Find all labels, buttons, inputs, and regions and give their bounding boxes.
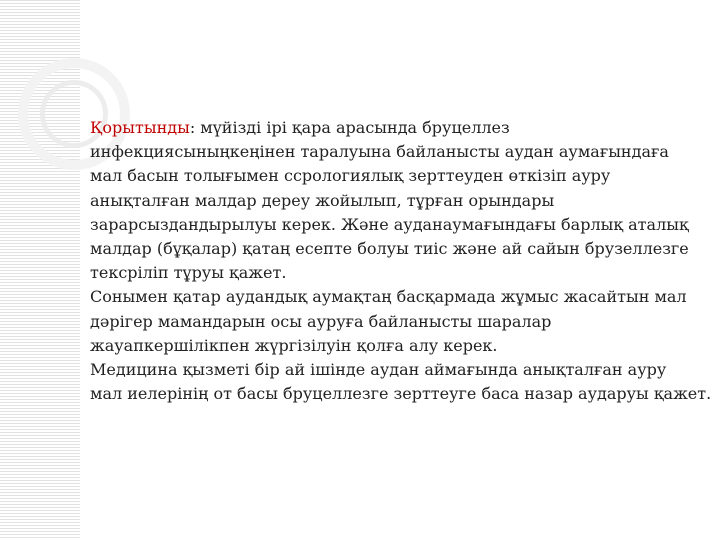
slide-text-body <box>90 116 712 406</box>
conclusion-text: : мүйізді ірі қара арасында бруцеллез инфекциясыныңкеңінен таралуына байланысты аудан аумағындаға мал басын толығымен ссрологиялық зерттеуден өткізіп ауру анықталған малдар дереу жойылып, тұрған орындары зарарсыздандырылуы керек. Және ауданаумағындағы барлық аталық малдар (бұқалар) қатаң есепте болуы тиіс және ай сайын брузеллезге тексріліп тұруы қажет. <box>90 118 689 283</box>
paragraph-medical: Медицина қызметі бір ай ішінде аудан аймағында анықталған ауру мал иелерінің от басы бруцеллезге зерттеуге баса назар аударуы қажет. <box>90 360 712 404</box>
paragraph-veterinary: Сонымен қатар аудандық аумақтаң басқармада жұмыс жасайтын мал дәрігер мамандарын осы ауруға байланысты шаралар жауапкершілікпен жүргізілуін қолға алу керек. <box>90 287 687 355</box>
conclusion-paragraph <box>90 116 712 285</box>
conclusion-label: Қорытынды <box>90 118 190 137</box>
